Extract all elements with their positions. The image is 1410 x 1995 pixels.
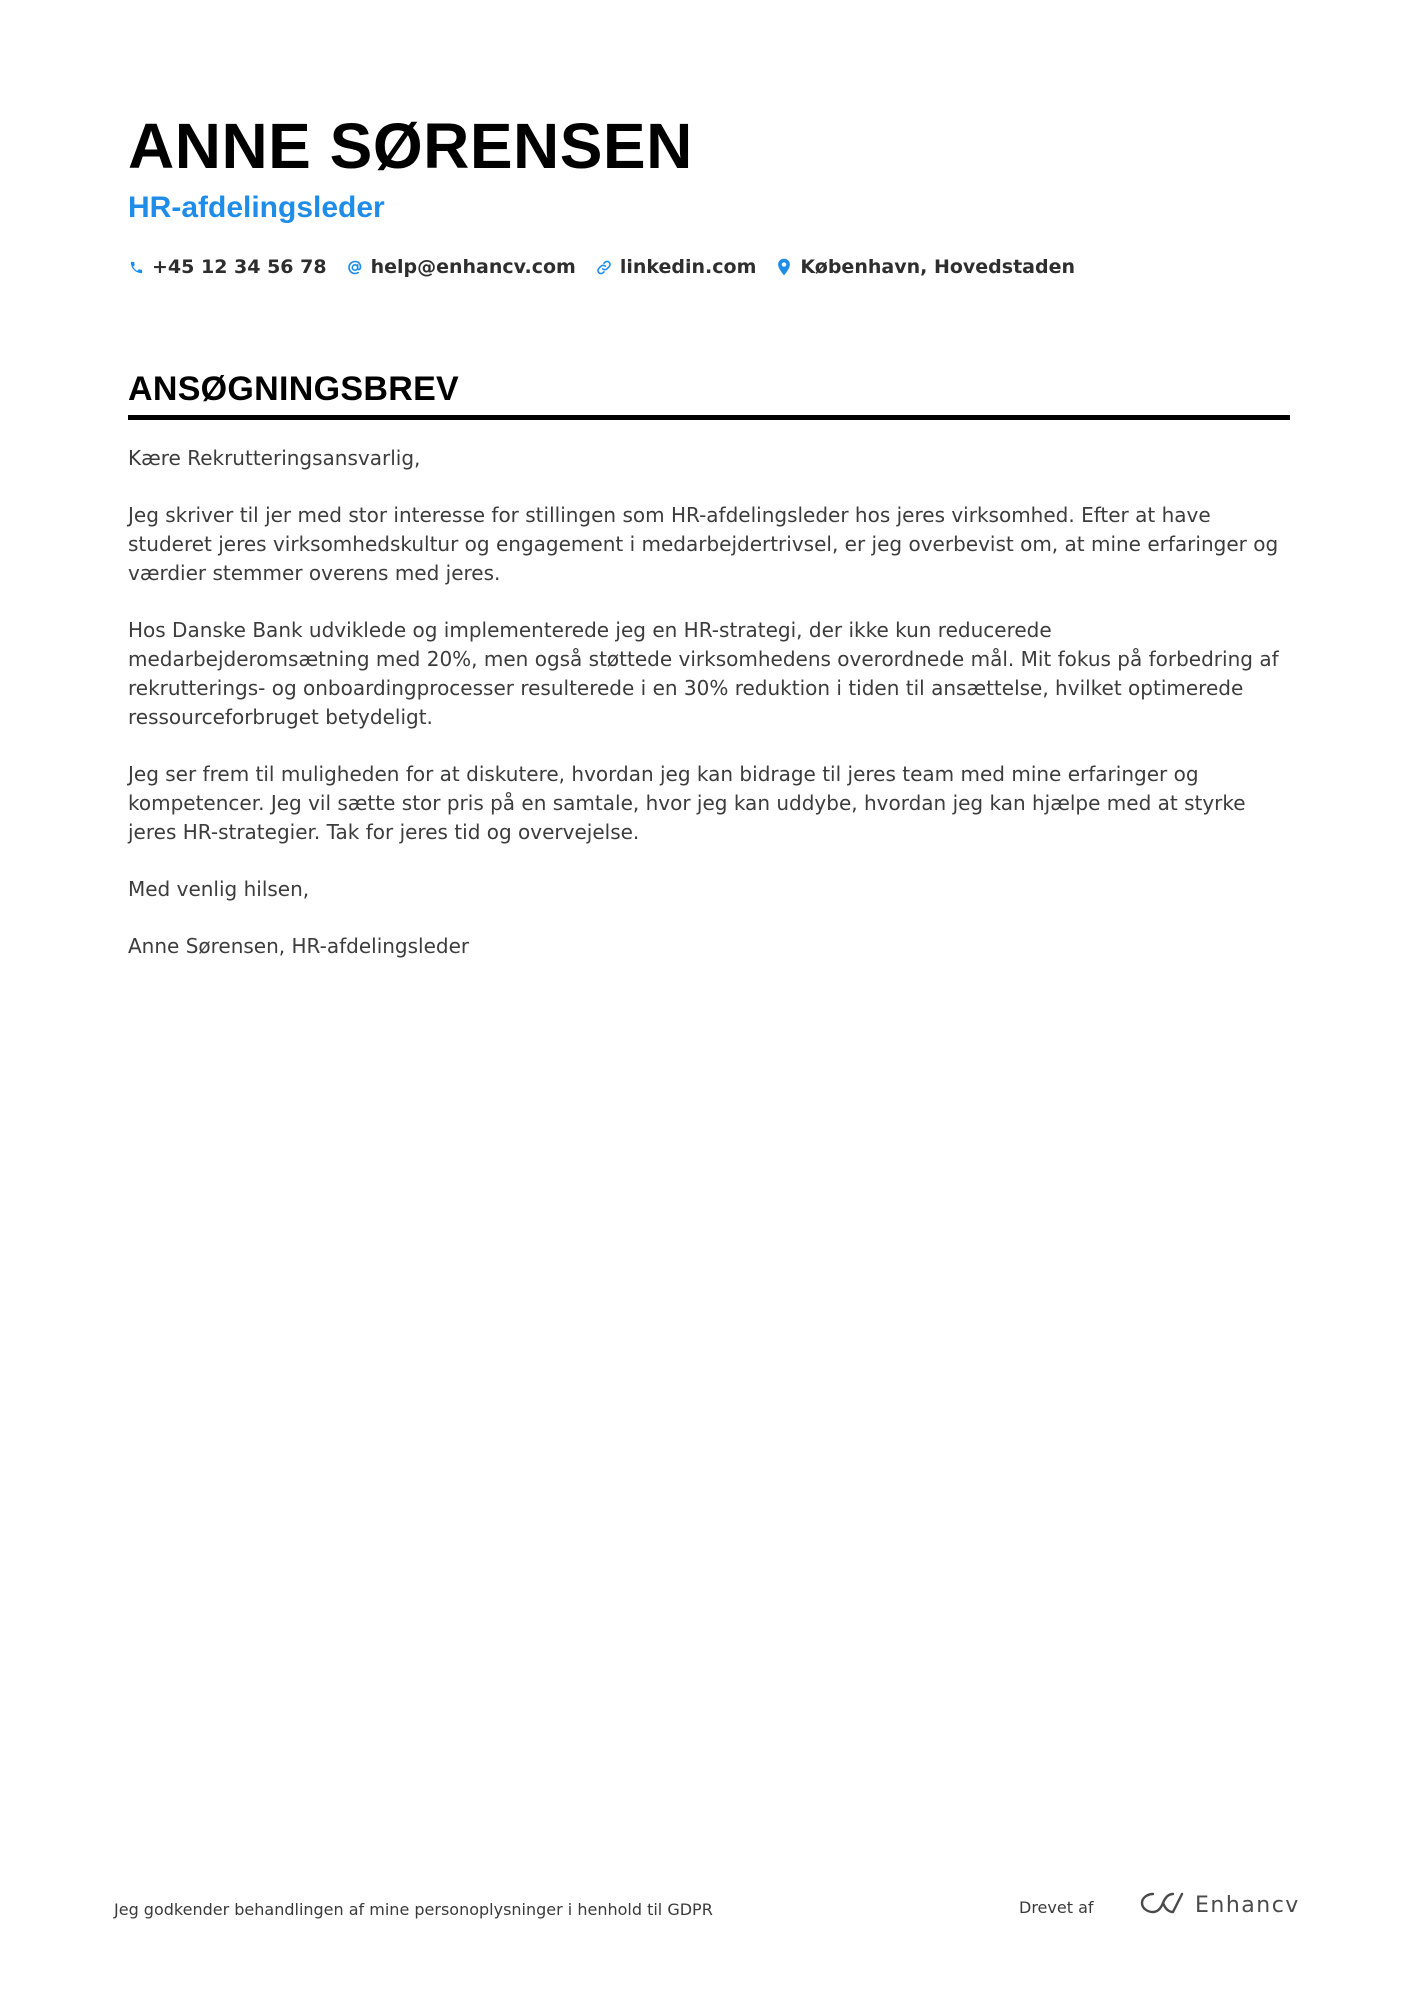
gdpr-consent: Jeg godkender behandlingen af mine personoplysninger i henhold til GDPR (114, 1900, 713, 1919)
candidate-title: HR-afdelingsleder (128, 191, 385, 224)
contact-link[interactable] (596, 256, 757, 278)
candidate-name: ANNE SØRENSEN (128, 110, 693, 182)
link-icon (596, 258, 612, 276)
paragraph-1: Jeg skriver til jer med stor interesse for stillingen som HR-afdelingsleder hos jeres virksomhed. Efter at have studeret jeres virksomhedskultur og engagement i medarbejdertrivsel, er jeg overbevist om, at mine erfaringer og værdier stemmer overens med jeres. (128, 503, 1279, 585)
location-pin-icon (776, 258, 792, 276)
location-text: København, Hovedstaden (800, 256, 1075, 278)
section-divider (128, 415, 1290, 420)
enhancv-logo-icon (1139, 1890, 1185, 1920)
letter-body (128, 444, 1290, 961)
powered-by-label: Drevet af (1019, 1898, 1094, 1917)
header (128, 108, 1288, 278)
salutation: Kære Rekrutteringsansvarlig, (128, 446, 421, 470)
closing: Med venlig hilsen, (128, 877, 310, 901)
contact-location (776, 256, 1075, 278)
paragraph-3: Jeg ser frem til muligheden for at diskutere, hvordan jeg kan bidrage til jeres team med mine erfaringer og kompetencer. Jeg vil sætte stor pris på en samtale, hvor jeg kan uddybe, hvordan jeg kan hjælpe med at styrke jeres HR-strategier. Tak for jeres tid og overvejelse. (128, 762, 1246, 844)
phone-number: +45 12 34 56 78 (152, 256, 327, 278)
signature: Anne Sørensen, HR-afdelingsleder (128, 934, 470, 958)
contact-phone (128, 256, 327, 278)
contact-info (128, 256, 1288, 278)
email-address: help@enhancv.com (370, 256, 576, 278)
section-title: ANSØGNINGSBREV (128, 370, 460, 408)
phone-icon (128, 258, 144, 276)
enhancv-brand-name: Enhancv (1195, 1892, 1300, 1918)
footer (114, 1890, 1300, 1930)
at-icon (347, 258, 363, 276)
enhancv-brand[interactable] (1139, 1890, 1300, 1920)
cover-letter-section (128, 368, 1290, 989)
contact-email[interactable] (347, 256, 576, 278)
link-text: linkedin.com (619, 256, 757, 278)
paragraph-2: Hos Danske Bank udviklede og implementerede jeg en HR-strategi, der ikke kun reducerede medarbejderomsætning med 20%, men også støttede virksomhedens overordnede mål. Mit fokus på forbedring af rekrutterings- og onboardingprocesser resulterede i en 30% reduktion i tiden til ansættelse, hvilket optimerede ressourceforbruget betydeligt. (128, 618, 1279, 729)
